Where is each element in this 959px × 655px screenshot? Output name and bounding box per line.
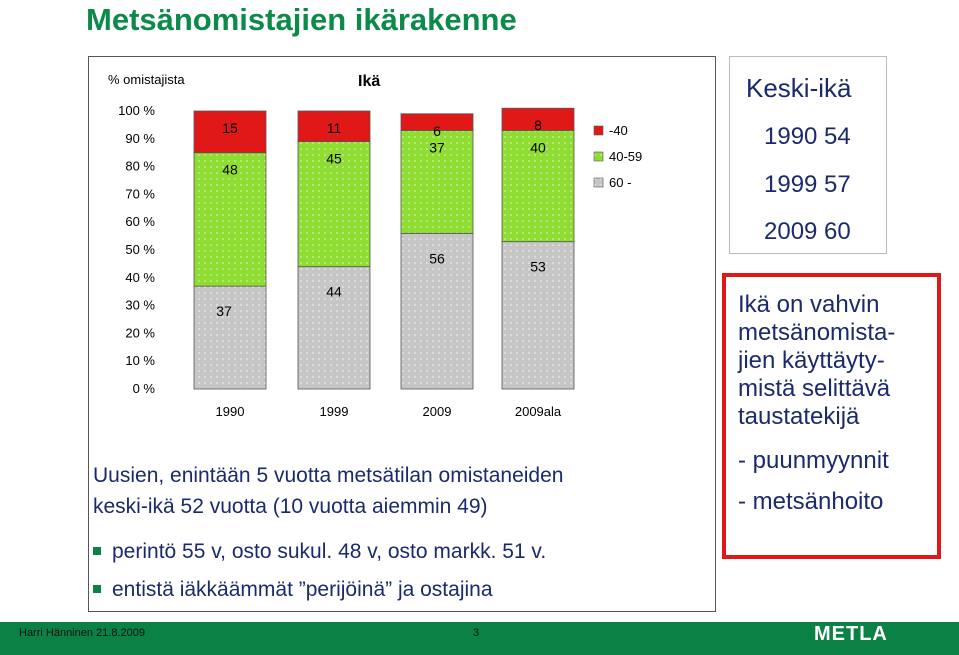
y-tick-label: 10 % (125, 353, 155, 369)
legend-swatch (594, 178, 603, 187)
metla-logo (812, 622, 904, 644)
legend-label: -40 (609, 123, 628, 138)
keski-ika-row: 1990 54 (764, 123, 851, 150)
bar-value-label: 11 (326, 120, 342, 136)
note-line: Ikä on vahvin (738, 291, 880, 318)
bar-value-label: 8 (534, 117, 542, 134)
note-line: - puunmyynnit (738, 447, 889, 474)
slide-title: Metsänomistajien ikärakenne (86, 2, 517, 37)
footer-bar (0, 622, 959, 655)
y-tick-label: 80 % (125, 158, 155, 174)
note-line: - metsänhoito (738, 488, 884, 515)
keski-ika-title: Keski-ikä (746, 73, 852, 103)
y-tick-label: 90 % (125, 130, 155, 146)
y-tick-label: 60 % (125, 214, 155, 230)
keski-ika-panel (729, 56, 887, 254)
y-tick-label: 20 % (125, 325, 155, 341)
keski-ika-row: 1999 57 (764, 171, 851, 198)
bullet-text-2: entistä iäkkäämmät ”perijöinä” ja ostajina (112, 578, 493, 601)
x-tick-label: 1990 (215, 404, 245, 419)
x-tick-label: 2009 (422, 404, 452, 419)
bar-value-label: 37 (429, 139, 445, 156)
stacked-bar-chart (88, 56, 714, 436)
note-line: mistä selittävä (738, 375, 891, 402)
svg-text:METLA: METLA (814, 623, 888, 644)
legend-swatch (594, 126, 603, 135)
y-tick-label: 100 % (118, 103, 155, 118)
bullet-icon (93, 585, 101, 593)
bar-value-label: 15 (222, 120, 238, 136)
y-tick-label: 0 % (132, 381, 155, 396)
note-line: metsänomista- (738, 319, 896, 346)
chart-text-line1: Uusien, enintään 5 vuotta metsätilan omistaneiden (93, 464, 564, 487)
keski-ika-row: 2009 60 (764, 218, 851, 245)
footer-page-number: 3 (473, 627, 480, 639)
bullet-icon (93, 547, 101, 555)
bar-value-label: 48 (222, 161, 238, 178)
bar-value-label: 56 (429, 250, 445, 267)
y-tick-label: 70 % (125, 186, 155, 202)
bar-segment (194, 286, 266, 389)
y-tick-label: 50 % (125, 242, 155, 257)
legend-label: 60 - (609, 175, 632, 190)
x-tick-label: 1999 (319, 404, 349, 419)
chart-text-line2: keski-ikä 52 vuotta (10 vuotta aiemmin 49) (93, 495, 488, 518)
note-line: taustatekijä (738, 403, 860, 430)
bar-value-label: 37 (216, 303, 232, 320)
bar-value-label: 53 (530, 258, 546, 275)
bar-value-label: 45 (326, 150, 342, 167)
legend-swatch (594, 152, 603, 161)
bullet-text-1: perintö 55 v, osto sukul. 48 v, osto markk. 51 v. (112, 540, 547, 563)
note-panel (722, 273, 941, 559)
bar-value-label: 40 (530, 139, 546, 156)
chart-title: Ikä (358, 73, 381, 90)
y-tick-label: 40 % (125, 269, 155, 285)
y-axis-title: % omistajista (108, 72, 185, 87)
legend-label: 40-59 (609, 149, 643, 164)
note-line: jien käyttäyty- (738, 347, 885, 374)
x-tick-label: 2009ala (514, 404, 562, 419)
bar-value-label: 44 (326, 283, 342, 300)
footer-author: Harri Hänninen 21.8.2009 (19, 627, 145, 639)
bar-value-label: 6 (433, 122, 441, 139)
y-tick-label: 30 % (125, 297, 155, 313)
